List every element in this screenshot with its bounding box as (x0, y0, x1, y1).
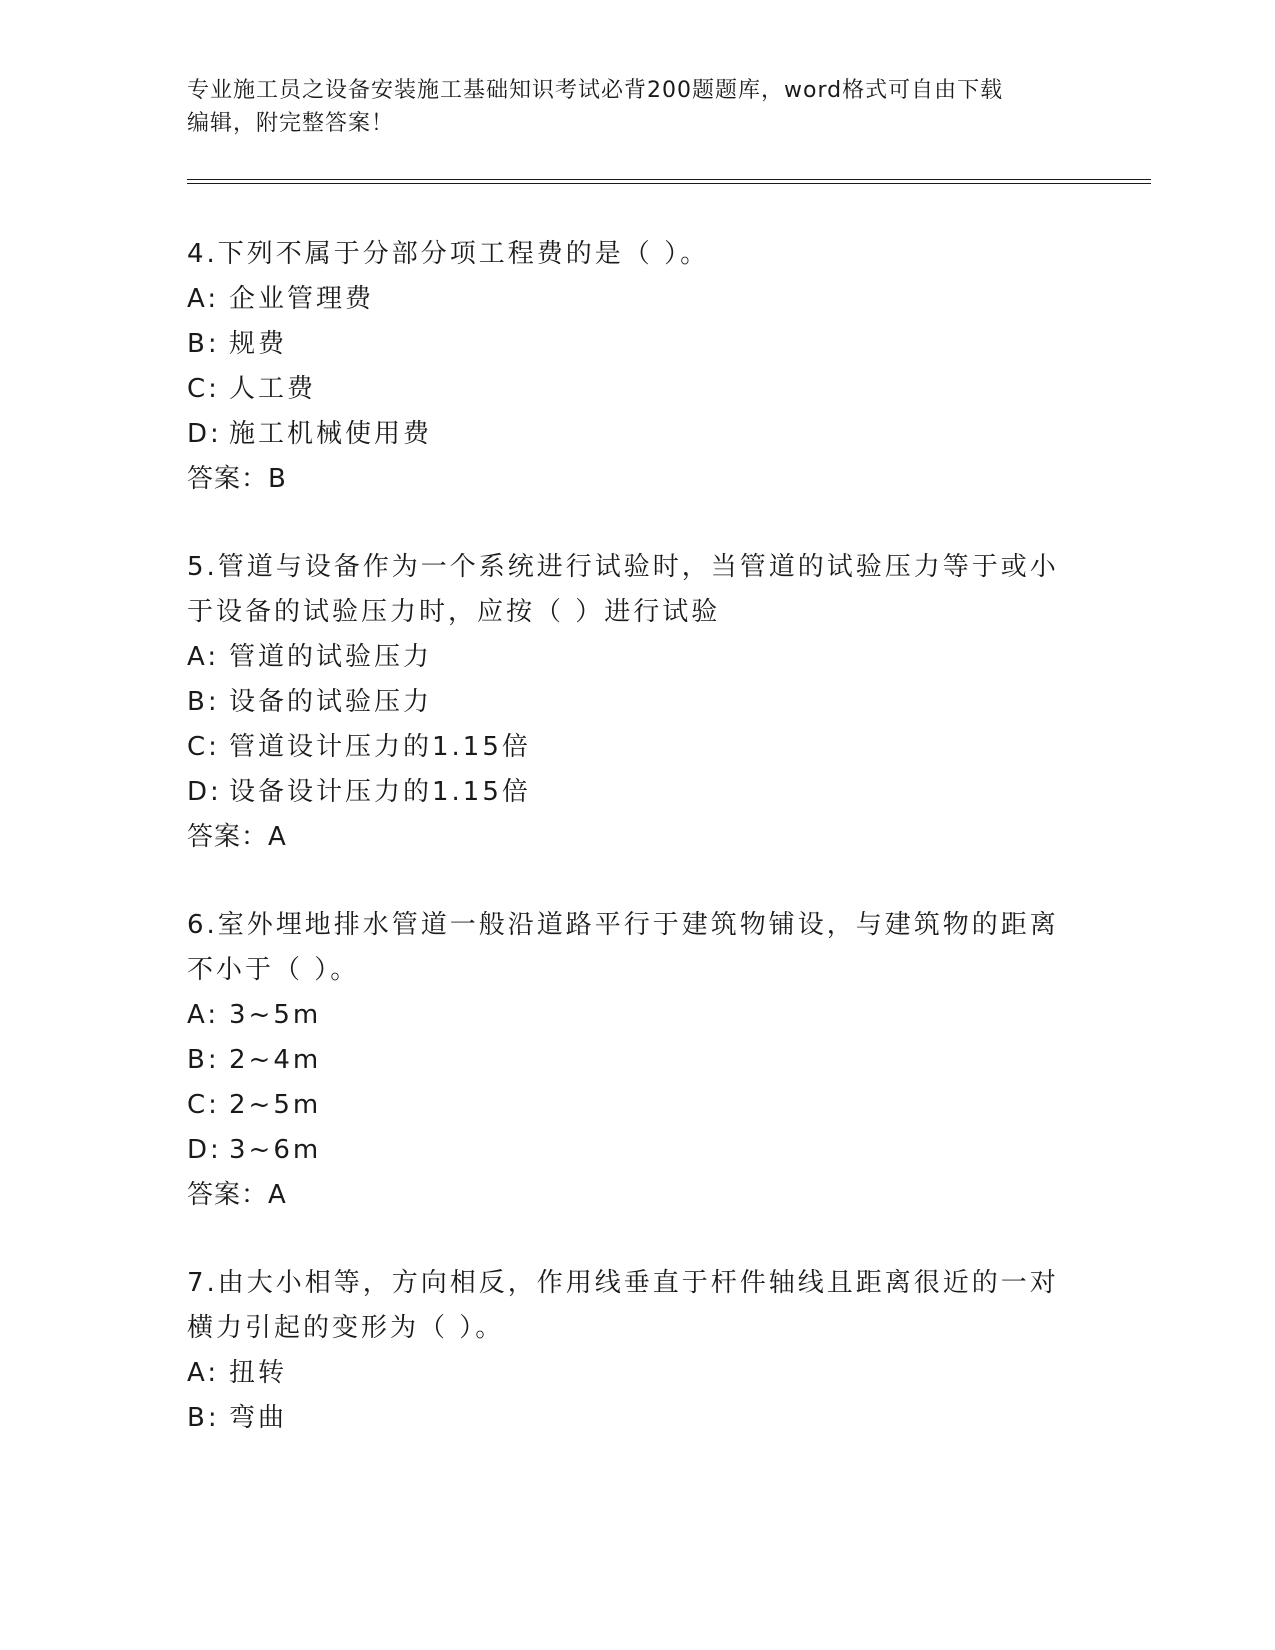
option-c (187, 725, 1067, 770)
option-label: C: (187, 374, 220, 404)
document-header (187, 74, 1067, 140)
question-6 (187, 903, 1067, 1218)
header-line-2: 编辑，附完整答案！ (187, 111, 395, 136)
option-text: 3~6m (229, 1135, 322, 1165)
question-list (187, 232, 1067, 1484)
option-text: 扭转 (229, 1358, 288, 1388)
option-label: B: (187, 1045, 220, 1075)
option-b (187, 322, 1067, 367)
option-text: 施工机械使用费 (229, 419, 433, 449)
answer: 答案：A (187, 1180, 287, 1210)
option-b (187, 680, 1067, 725)
question-stem: 6.室外埋地排水管道一般沿道路平行于建筑物铺设，与建筑物的距离不小于（ ）。 (187, 910, 1059, 985)
option-a (187, 993, 1067, 1038)
option-label: B: (187, 687, 220, 717)
option-label: C: (187, 732, 220, 762)
option-text: 规费 (229, 329, 288, 359)
option-label: A: (187, 642, 220, 672)
header-line-1: 专业施工员之设备安装施工基础知识考试必背200题题库，word格式可自由下载 (187, 78, 1004, 103)
option-d (187, 1128, 1067, 1173)
question-7 (187, 1261, 1067, 1441)
option-label: B: (187, 329, 220, 359)
option-b (187, 1038, 1067, 1083)
option-b (187, 1396, 1067, 1441)
option-text: 管道的试验压力 (229, 642, 433, 672)
answer: 答案：B (187, 464, 287, 494)
option-label: A: (187, 1000, 220, 1030)
option-text: 3~5m (229, 1000, 322, 1030)
option-a (187, 1351, 1067, 1396)
option-text: 管道设计压力的1.15倍 (229, 732, 531, 762)
option-text: 人工费 (229, 374, 317, 404)
option-label: B: (187, 1403, 220, 1433)
option-text: 设备的试验压力 (229, 687, 433, 717)
option-label: C: (187, 1090, 220, 1120)
option-text: 2~5m (229, 1090, 322, 1120)
option-text: 2~4m (229, 1045, 322, 1075)
option-label: D: (187, 1135, 222, 1165)
option-a (187, 635, 1067, 680)
question-stem: 5.管道与设备作为一个系统进行试验时，当管道的试验压力等于或小于设备的试验压力时，应按（ ）进行试验 (187, 552, 1059, 627)
question-5 (187, 545, 1067, 860)
option-label: D: (187, 777, 222, 807)
option-d (187, 770, 1067, 815)
option-text: 设备设计压力的1.15倍 (229, 777, 531, 807)
option-d (187, 412, 1067, 457)
option-label: A: (187, 1358, 220, 1388)
question-4 (187, 232, 1067, 502)
option-c (187, 1083, 1067, 1128)
option-label: D: (187, 419, 222, 449)
header-divider-top (187, 179, 1151, 180)
option-label: A: (187, 284, 220, 314)
option-c (187, 367, 1067, 412)
option-text: 企业管理费 (229, 284, 375, 314)
option-a (187, 277, 1067, 322)
answer: 答案：A (187, 822, 287, 852)
question-stem: 7.由大小相等，方向相反，作用线垂直于杆件轴线且距离很近的一对横力引起的变形为（ ）。 (187, 1268, 1059, 1343)
question-stem: 4.下列不属于分部分项工程费的是（ ）。 (187, 239, 710, 269)
option-text: 弯曲 (229, 1403, 288, 1433)
header-divider-bottom (187, 183, 1151, 184)
